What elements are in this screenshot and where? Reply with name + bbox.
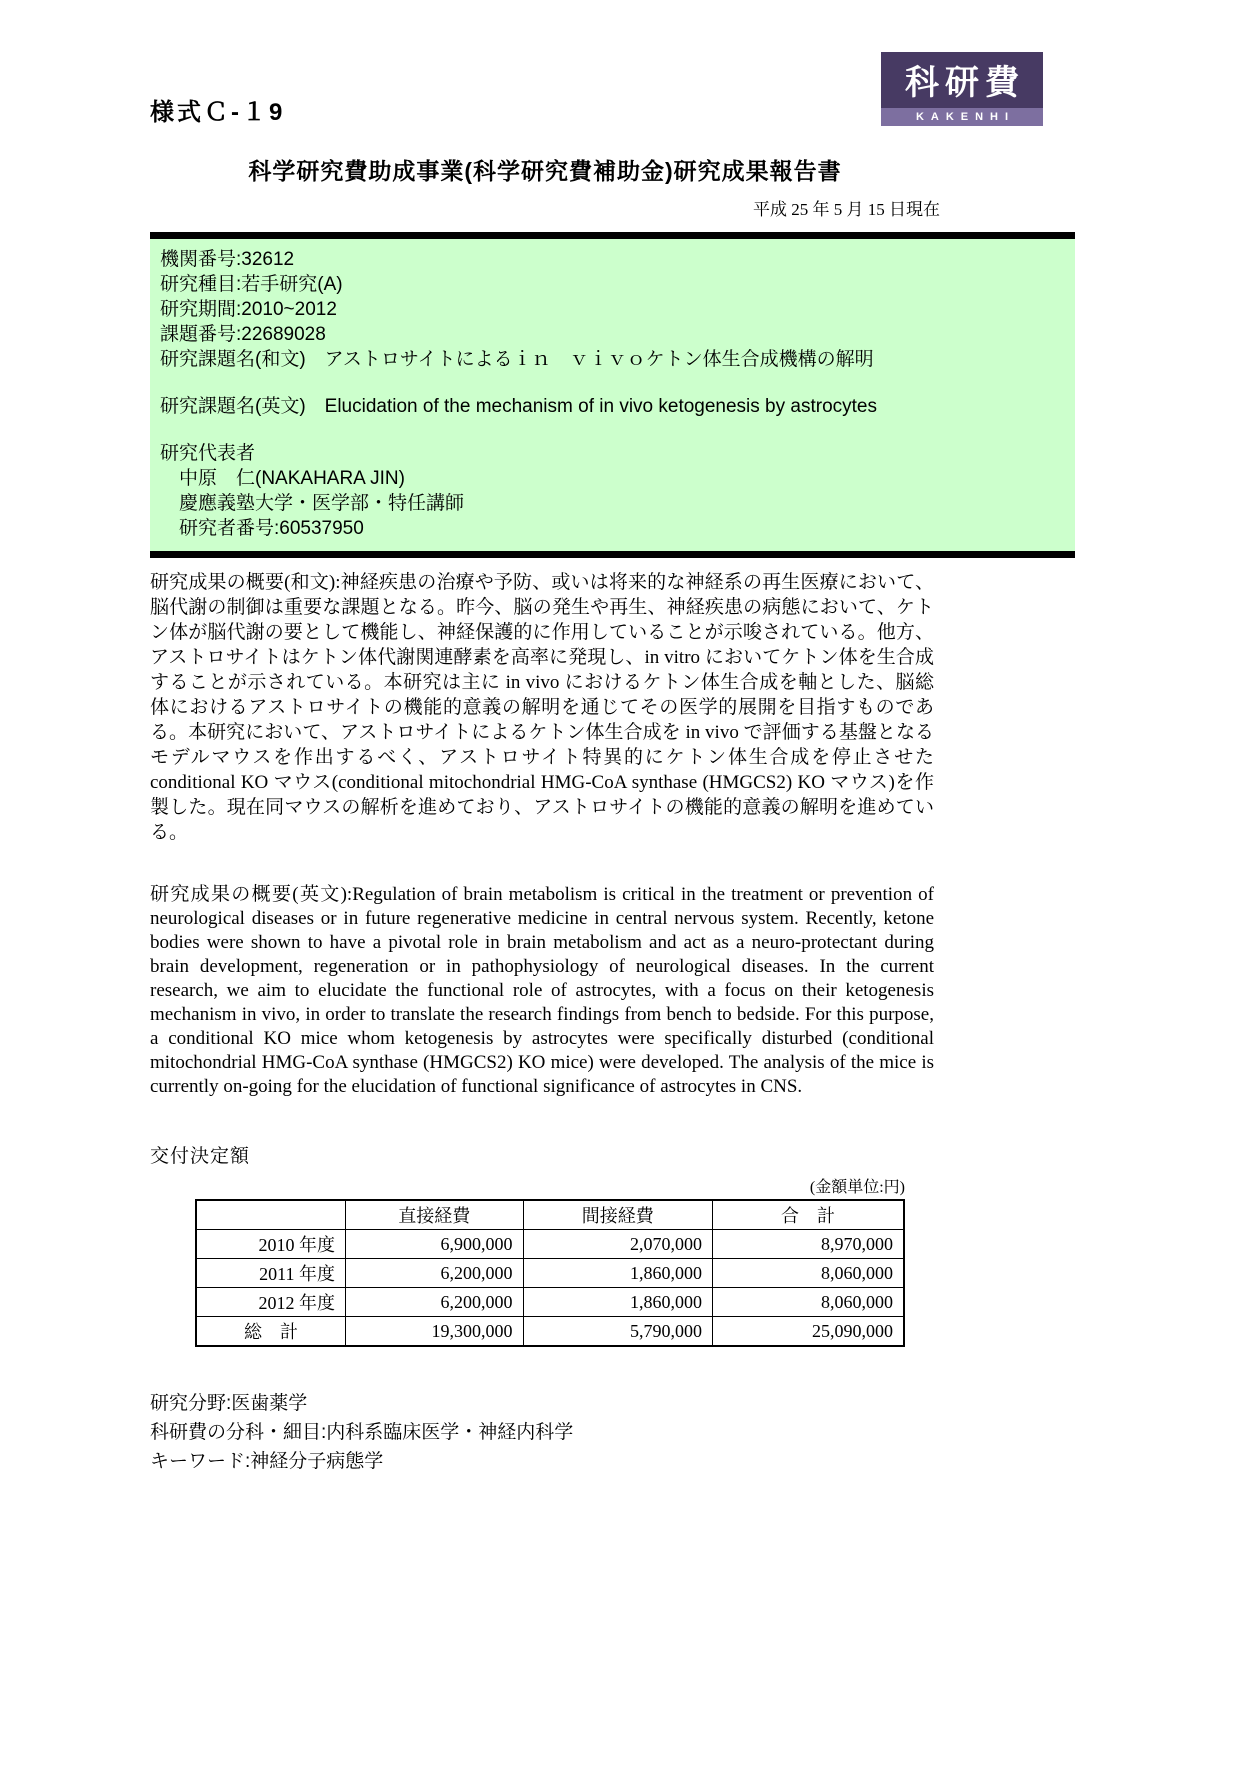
total-cost-cell: 8,060,000	[712, 1259, 904, 1288]
abstract-english: 研究成果の概要(英文):Regulation of brain metabolism is critical in the treatment or prevention of neurological diseases or in future regenerative medicine in central nervous system. Recently, ketone bodies were shown to have a pivotal role in brain metabolism and act as a neuro-protectant during brain development, regeneration or in pathophysiology of neurological diseases. In the current research, we aim to elucidate the functional role of astrocytes, with a focus on their ketogenesis mechanism in vivo, in order to translate the research findings from bench to bedside. For this purpose, a conditional KO mice whom ketogenesis by astrocytes were specifically disturbed (conditional mitochondrial HMG-CoA synthase (HMGCS2) KO mice) were developed. The analysis of the mice is currently on-going for the elucidation of functional significance of astrocytes in CNS.	[150, 884, 934, 1097]
top-bar	[150, 52, 1075, 127]
funding-header-direct: 直接経費	[345, 1200, 523, 1230]
funding-section-label: 交付決定額	[150, 1146, 251, 1167]
funding-table-header-row	[196, 1200, 904, 1230]
research-subfield-line: 科研費の分科・細目:内科系臨床医学・神経内科学	[150, 1422, 574, 1443]
indirect-cost-cell: 2,070,000	[523, 1230, 712, 1259]
funding-row-total	[196, 1317, 904, 1347]
info-title-japanese: 研究課題名(和文) アストロサイトによるｉｎ ｖｉｖｏケトン体生合成機構の解明	[160, 349, 874, 370]
funding-unit-note: (金額単位:円)	[809, 1179, 905, 1196]
year-cell: 2010 年度	[196, 1230, 345, 1259]
info-institution-number: 機関番号:32612	[160, 249, 295, 270]
info-pi-researcher-number: 研究者番号:60537950	[179, 518, 364, 539]
total-cost-cell: 8,970,000	[712, 1230, 904, 1259]
kakenhi-logo	[881, 52, 1043, 126]
funding-header-indirect: 間接経費	[523, 1200, 712, 1230]
funding-row-2011	[196, 1259, 904, 1288]
year-cell: 2011 年度	[196, 1259, 345, 1288]
funding-table	[195, 1199, 905, 1347]
info-pi-affiliation: 慶應義塾大学・医学部・特任講師	[179, 493, 465, 514]
info-pi-label: 研究代表者	[160, 443, 256, 464]
info-research-category: 研究種目:若手研究(A)	[160, 274, 343, 295]
total-cost-cell: 25,090,000	[712, 1317, 904, 1347]
info-pi-name: 中原 仁(NAKAHARA JIN)	[179, 468, 405, 489]
info-project-number: 課題番号:22689028	[160, 324, 326, 345]
indirect-cost-cell: 1,860,000	[523, 1259, 712, 1288]
research-field-line: 研究分野:医歯薬学	[150, 1393, 308, 1414]
indirect-cost-cell: 5,790,000	[523, 1317, 712, 1347]
info-title-english: 研究課題名(英文) Elucidation of the mechanism of in vivo ketogenesis by astrocytes	[160, 396, 877, 417]
funding-header-blank	[196, 1200, 345, 1230]
direct-cost-cell: 6,200,000	[345, 1259, 523, 1288]
abstract-japanese: 研究成果の概要(和文):神経疾患の治療や予防、或いは将来的な神経系の再生医療において、脳代謝の制御は重要な課題となる。昨今、脳の発生や再生、神経疾患の病態において、ケトン体が脳代謝の要として機能し、神経保護的に作用していることが示唆されている。他方、アストロサイトはケトン体代謝関連酵素を高率に発現し、in vitro においてケトン体を生合成することが示されている。本研究は主に in vivo におけるケトン体生合成を軸とした、脳総体におけるアストロサイトの機能的意義の解明を通じてその医学的展開を目指すものである。本研究において、アストロサイトによるケトン体生合成を in vivo で評価する基盤となるモデルマウスを作出するべく、アストロサイト特異的にケトン体生合成を停止させた conditional KO マウス(conditional mitochondrial HMG-CoA synthase (HMGCS2) KO マウス)を作製した。現在同マウスの解析を進めており、アストロサイトの機能的意義の解明を進めている。	[150, 572, 934, 843]
direct-cost-cell: 6,900,000	[345, 1230, 523, 1259]
grant-info-box	[150, 232, 1075, 558]
direct-cost-cell: 19,300,000	[345, 1317, 523, 1347]
total-label-cell: 総 計	[196, 1317, 345, 1347]
funding-header-total: 合 計	[712, 1200, 904, 1230]
total-cost-cell: 8,060,000	[712, 1288, 904, 1317]
kakenhi-logo-romaji: KAKENHI	[881, 108, 1043, 126]
date-note: 平成 25 年 5 月 15 日現在	[753, 200, 940, 219]
footer-meta	[150, 1389, 1075, 1476]
info-research-period: 研究期間:2010~2012	[160, 299, 337, 320]
year-cell: 2012 年度	[196, 1288, 345, 1317]
kakenhi-logo-kanji: 科研費	[881, 52, 1043, 108]
document-title: 科学研究費助成事業(科学研究費補助金)研究成果報告書	[248, 158, 842, 184]
form-number: 様式Ｃ-１9	[150, 99, 286, 126]
keywords-line: キーワード:神経分子病態学	[150, 1451, 384, 1472]
funding-row-2012	[196, 1288, 904, 1317]
funding-row-2010	[196, 1230, 904, 1259]
document-content	[150, 0, 1075, 1476]
direct-cost-cell: 6,200,000	[345, 1288, 523, 1317]
indirect-cost-cell: 1,860,000	[523, 1288, 712, 1317]
